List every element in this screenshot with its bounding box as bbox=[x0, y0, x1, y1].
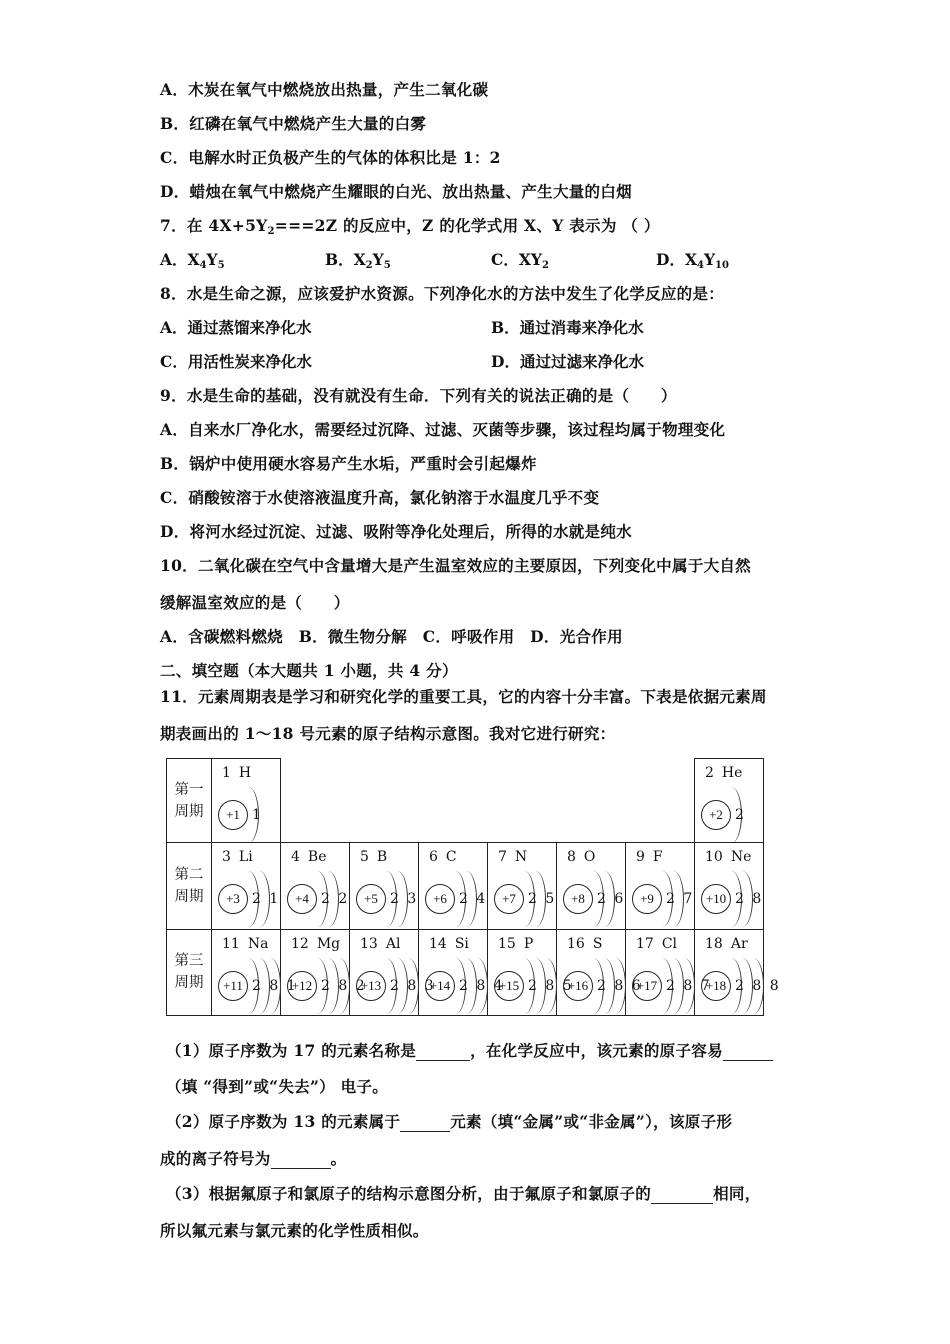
element-label bbox=[567, 849, 595, 865]
electron-shells: 2 8 8 bbox=[735, 977, 781, 994]
element-cell-C bbox=[419, 843, 488, 929]
q7-stem: 7．在 $4X+5Y_2===2Z$ 的反应中，Z 的化学式用 X、Y 表示为 （ ） bbox=[160, 216, 660, 237]
element-label bbox=[360, 849, 387, 865]
q8-option-d: D．通过过滤来净化水 bbox=[491, 352, 644, 371]
nucleus-circle: +11 bbox=[218, 971, 248, 1001]
element-cell-Be bbox=[281, 843, 350, 929]
q6-option-b: B．红磷在氧气中燃烧产生大量的白雾 bbox=[160, 114, 427, 133]
table-row-period-2 bbox=[167, 843, 764, 929]
element-symbol: Si bbox=[454, 935, 469, 952]
element-label bbox=[498, 849, 527, 865]
element-label bbox=[222, 849, 253, 865]
element-label bbox=[705, 849, 751, 865]
q7-option-c: C．$XY_2$ bbox=[491, 250, 549, 271]
section-heading: 二、填空题（本大题共 1 小题，共 4 分） bbox=[160, 661, 458, 680]
atomic-number: 6 bbox=[429, 849, 438, 866]
element-cell-N bbox=[488, 843, 557, 929]
element-label bbox=[222, 765, 251, 781]
element-cell-Na bbox=[212, 929, 298, 1015]
element-symbol: Al bbox=[385, 935, 401, 952]
atomic-number: 16 bbox=[567, 935, 585, 952]
nucleus-circle: +13 bbox=[356, 971, 386, 1001]
element-symbol: P bbox=[523, 935, 534, 952]
q10-stem-line2: 缓解温室效应的是（ ） bbox=[160, 593, 350, 612]
q8-option-c: C．用活性炭来净化水 bbox=[160, 352, 312, 371]
element-symbol: Ne bbox=[730, 849, 752, 866]
q11-stem-line2: 期表画出的 1～18 号元素的原子结构示意图。我对它进行研究： bbox=[160, 724, 616, 743]
answer-blank-1[interactable] bbox=[416, 1041, 470, 1061]
element-symbol: S bbox=[592, 935, 603, 952]
electron-shells: 2 1 bbox=[252, 891, 281, 908]
nucleus-circle: +15 bbox=[494, 971, 524, 1001]
electron-shells: 2 2 bbox=[321, 891, 350, 908]
element-symbol: H bbox=[238, 765, 252, 781]
element-symbol: Be bbox=[307, 849, 327, 866]
atomic-number: 18 bbox=[705, 935, 723, 952]
element-symbol: O bbox=[583, 849, 596, 866]
nucleus-circle: +7 bbox=[494, 884, 524, 914]
electron-shells: 2 8 7 bbox=[666, 977, 712, 994]
element-symbol: F bbox=[652, 849, 663, 866]
q6-option-c: C．电解水时正负极产生的气体的体积比是 1：2 bbox=[160, 148, 501, 167]
element-cell-P bbox=[488, 929, 574, 1015]
nucleus-circle: +18 bbox=[701, 971, 731, 1001]
nucleus-circle: +17 bbox=[632, 971, 662, 1001]
atomic-number: 10 bbox=[705, 849, 723, 866]
electron-shells: 2 bbox=[735, 807, 746, 823]
q9-option-a: A．自来水厂净化水，需要经过沉降、过滤、灭菌等步骤，该过程均属于物理变化 bbox=[160, 420, 726, 439]
answer-blank-5[interactable] bbox=[651, 1184, 713, 1204]
atomic-number: 7 bbox=[498, 849, 507, 866]
element-cell-Al bbox=[350, 929, 436, 1015]
q6-option-d: D．蜡烛在氧气中燃烧产生耀眼的白光、放出热量、产生大量的白烟 bbox=[160, 182, 632, 201]
q8-option-a: A．通过蒸馏来净化水 bbox=[160, 318, 312, 337]
element-cell-H bbox=[212, 759, 281, 843]
sub-question-1: （1）原子序数为 17 的元素名称是 ，在化学反应中，该元素的原子容易 bbox=[166, 1039, 773, 1061]
nucleus-circle: +6 bbox=[425, 884, 455, 914]
electron-shells: 2 4 bbox=[459, 891, 488, 908]
atomic-number: 9 bbox=[636, 849, 645, 866]
element-cell-F bbox=[626, 843, 695, 929]
sub-question-1-line2: （填 “得到”或“失去”） 电子。 bbox=[166, 1077, 389, 1096]
atomic-structure-table bbox=[166, 758, 781, 1016]
element-cell-Ne bbox=[695, 843, 764, 929]
element-cell-Li bbox=[212, 843, 281, 929]
nucleus-circle: +4 bbox=[287, 884, 317, 914]
q7-option-a: A．$X_4Y_5$ bbox=[160, 250, 225, 271]
atomic-number: 1 bbox=[222, 765, 231, 781]
electron-shells: 2 8 bbox=[735, 891, 764, 908]
element-label bbox=[567, 936, 602, 952]
atomic-number: 11 bbox=[222, 935, 240, 952]
element-cell-B bbox=[350, 843, 419, 929]
element-symbol: N bbox=[514, 849, 528, 866]
nucleus-circle: +8 bbox=[563, 884, 593, 914]
electron-shells: 2 3 bbox=[390, 891, 419, 908]
q7-option-b: B．$X_2Y_5$ bbox=[325, 250, 391, 271]
nucleus-circle: +9 bbox=[632, 884, 662, 914]
element-cell-He bbox=[695, 759, 764, 843]
atomic-number: 12 bbox=[291, 935, 309, 952]
q8-stem: 8．水是生命之源，应该爱护水资源。下列净化水的方法中发生了化学反应的是： bbox=[160, 284, 725, 303]
q9-option-d: D．将河水经过沉淀、过滤、吸附等净化处理后，所得的水就是纯水 bbox=[160, 522, 632, 541]
electron-shells: 2 8 4 bbox=[459, 977, 505, 994]
sub-question-3-line2: 所以氟元素与氯元素的化学性质相似。 bbox=[160, 1221, 429, 1240]
atomic-number: 17 bbox=[636, 935, 654, 952]
element-cell-Si bbox=[419, 929, 505, 1015]
atomic-number: 8 bbox=[567, 849, 576, 866]
answer-blank-3[interactable] bbox=[400, 1112, 450, 1132]
element-label bbox=[429, 849, 457, 865]
row-label-period-2: 第二 周期 bbox=[167, 843, 212, 929]
q9-option-c: C．硝酸铵溶于水使溶液温度升高，氯化钠溶于水温度几乎不变 bbox=[160, 488, 600, 507]
atomic-number: 14 bbox=[429, 935, 447, 952]
element-label bbox=[636, 936, 677, 952]
nucleus-circle: +14 bbox=[425, 971, 455, 1001]
electron-shells: 2 8 2 bbox=[321, 977, 367, 994]
atomic-number: 2 bbox=[705, 765, 714, 781]
element-symbol: Na bbox=[247, 935, 269, 952]
element-symbol: Cl bbox=[661, 935, 678, 952]
nucleus-circle: +3 bbox=[218, 884, 248, 914]
nucleus-circle: +2 bbox=[701, 800, 731, 830]
element-label bbox=[636, 849, 663, 865]
electron-shells: 2 7 bbox=[666, 891, 695, 908]
electron-shells: 2 6 bbox=[597, 891, 626, 908]
nucleus-circle: +10 bbox=[701, 884, 731, 914]
answer-blank-2[interactable] bbox=[723, 1041, 773, 1061]
table-row-period-1 bbox=[167, 759, 764, 843]
sub-question-3: （3）根据氟原子和氯原子的结构示意图分析，由于氟原子和氯原子的 相同， bbox=[166, 1184, 761, 1203]
element-symbol: C bbox=[445, 849, 457, 866]
element-symbol: Li bbox=[238, 849, 253, 866]
q7-option-d: D．$X_4Y_{10}$ bbox=[656, 250, 729, 271]
element-label bbox=[498, 936, 533, 952]
electron-shells: 1 bbox=[252, 807, 263, 823]
atomic-number: 5 bbox=[360, 849, 369, 866]
element-symbol: B bbox=[376, 849, 388, 866]
element-label bbox=[291, 936, 340, 952]
element-symbol: He bbox=[721, 765, 743, 781]
nucleus-circle: +12 bbox=[287, 971, 317, 1001]
element-label bbox=[360, 936, 400, 952]
element-cell-O bbox=[557, 843, 626, 929]
atomic-number: 3 bbox=[222, 849, 231, 866]
element-label bbox=[291, 849, 327, 865]
element-label bbox=[705, 936, 748, 952]
nucleus-circle: +5 bbox=[356, 884, 386, 914]
electron-shells: 2 5 bbox=[528, 891, 557, 908]
element-cell-S bbox=[557, 929, 643, 1015]
element-cell-Ar bbox=[695, 929, 781, 1015]
q11-stem-line1: 11．元素周期表是学习和研究化学的重要工具，它的内容十分丰富。下表是依据元素周 bbox=[160, 687, 767, 706]
element-label bbox=[429, 936, 469, 952]
element-cell-Cl bbox=[626, 929, 712, 1015]
row-label-period-1: 第一 周期 bbox=[167, 759, 212, 843]
atomic-number: 13 bbox=[360, 935, 378, 952]
element-symbol: Ar bbox=[730, 935, 748, 952]
q9-stem: 9．水是生命的基础，没有就没有生命．下列有关的说法正确的是（ ） bbox=[160, 386, 677, 405]
atomic-number: 4 bbox=[291, 849, 300, 866]
element-symbol: Mg bbox=[316, 935, 341, 952]
nucleus-circle: +16 bbox=[563, 971, 593, 1001]
table-row-period-3 bbox=[167, 929, 764, 1015]
q8-option-b: B．通过消毒来净化水 bbox=[491, 318, 644, 337]
answer-blank-4[interactable] bbox=[271, 1149, 331, 1169]
element-label bbox=[705, 765, 742, 781]
electron-shells: 2 8 3 bbox=[390, 977, 436, 994]
q9-option-b: B．锅炉中使用硬水容易产生水垢，严重时会引起爆炸 bbox=[160, 454, 537, 473]
q6-option-a: A．木炭在氧气中燃烧放出热量，产生二氧化碳 bbox=[160, 80, 489, 99]
q10-stem-line1: 10．二氧化碳在空气中含量增大是产生温室效应的主要原因，下列变化中属于大自然 bbox=[160, 556, 751, 575]
atomic-number: 15 bbox=[498, 935, 516, 952]
table-gap bbox=[281, 759, 695, 843]
nucleus-circle: +1 bbox=[218, 800, 248, 830]
q10-options: A．含碳燃料燃烧 B．微生物分解 C．呼吸作用 D．光合作用 bbox=[160, 627, 623, 646]
electron-shells: 2 8 6 bbox=[597, 977, 643, 994]
sub-question-2: （2）原子序数为 13 的元素属于 元素（填“金属”或“非金属”），该原子形 bbox=[166, 1112, 733, 1131]
element-label bbox=[222, 936, 268, 952]
electron-shells: 2 8 1 bbox=[252, 977, 298, 994]
element-cell-Mg bbox=[281, 929, 367, 1015]
row-label-period-3: 第三 周期 bbox=[167, 929, 212, 1015]
electron-shells: 2 8 5 bbox=[528, 977, 574, 994]
sub-question-2-line2: 成的离子符号为 。 bbox=[160, 1149, 347, 1168]
